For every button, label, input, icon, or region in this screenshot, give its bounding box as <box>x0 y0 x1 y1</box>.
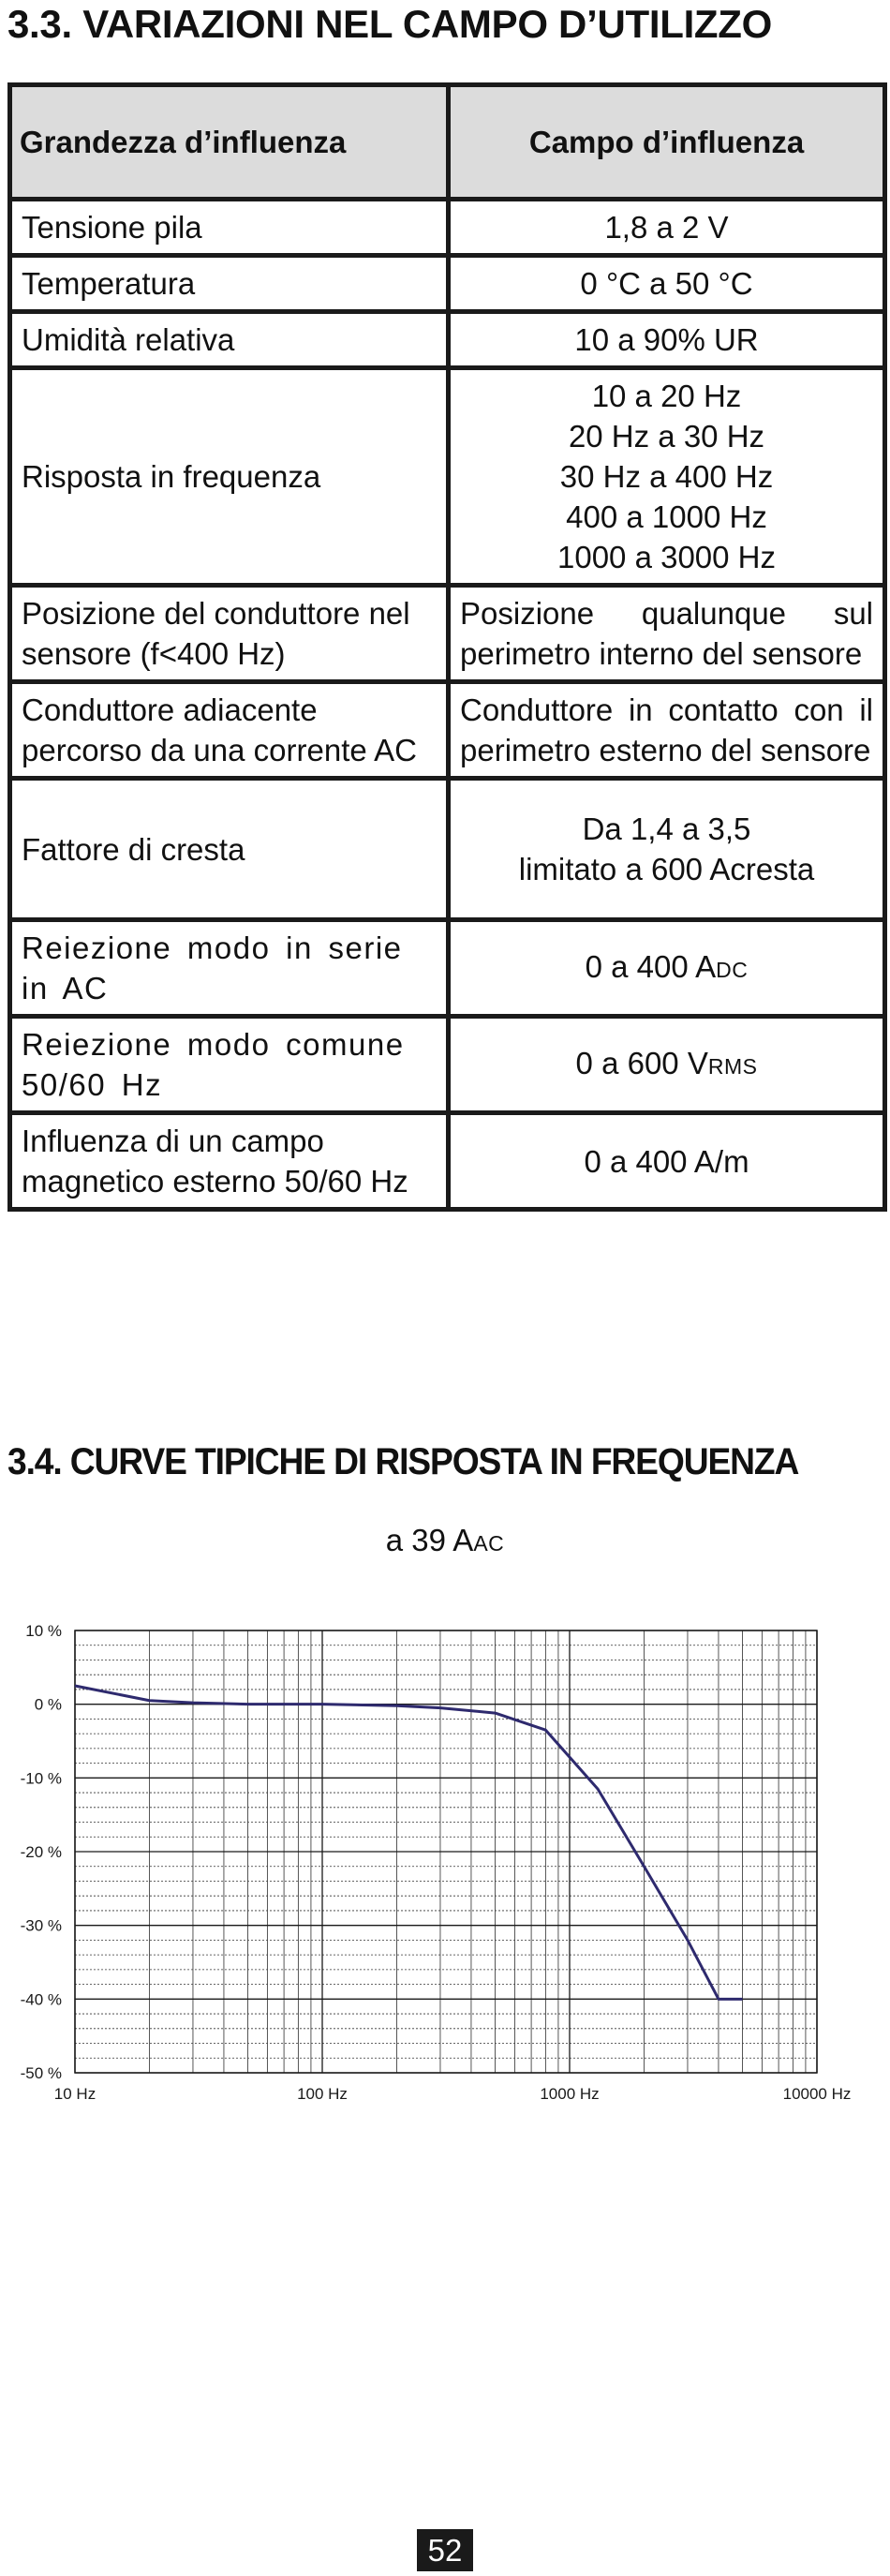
range-cell: 0 °C a 50 °C <box>449 256 885 312</box>
header-influence-quantity: Grandezza d’influenza <box>10 85 449 200</box>
range-cell: 1,8 a 2 V <box>449 200 885 256</box>
param-cell: Posizione del conduttore nel sensore (f<400 Hz) <box>10 586 449 682</box>
param-cell: Temperatura <box>10 256 449 312</box>
range-cell: 0 a 400 A/m <box>449 1113 885 1210</box>
influence-table <box>7 82 887 1212</box>
table-row <box>10 682 885 779</box>
chart-major-grid <box>75 1630 817 2073</box>
y-tick-label: -50 % <box>20 2064 62 2082</box>
range-cell <box>449 1017 885 1113</box>
x-tick-label: 1000 Hz <box>540 2085 600 2103</box>
table-row <box>10 1113 885 1210</box>
header-influence-range: Campo d’influenza <box>449 85 885 200</box>
param-cell: Umidità relativa <box>10 312 449 368</box>
chart-subtitle <box>0 1523 890 1558</box>
y-tick-label: 0 % <box>34 1695 62 1714</box>
range-cell: 10 a 20 Hz 20 Hz a 30 Hz 30 Hz a 400 Hz 400 a 1000 Hz 1000 a 3000 Hz <box>449 368 885 586</box>
x-tick-label: 10 Hz <box>53 2085 96 2103</box>
y-tick-label: -20 % <box>20 1843 62 1861</box>
chart-x-axis <box>54 2085 852 2103</box>
response-curve <box>75 1686 743 1999</box>
range-cell <box>449 920 885 1017</box>
table-row <box>10 312 885 368</box>
param-cell: Tensione pila <box>10 200 449 256</box>
chart-series-layer <box>75 1686 743 1999</box>
table-row <box>10 1017 885 1113</box>
range-cell: Posizione qualunque sul perimetro interno del sensore <box>449 586 885 682</box>
range-main: 0 a 600 V <box>575 1045 708 1080</box>
page-number: 52 <box>417 2529 473 2571</box>
range-unit: DC <box>716 957 749 982</box>
param-cell: Risposta in frequenza <box>10 368 449 586</box>
subtitle-unit: AC <box>473 1531 505 1556</box>
table-row <box>10 200 885 256</box>
range-main: 0 a 400 A <box>585 948 717 984</box>
table-row <box>10 586 885 682</box>
range-cell: 10 a 90% UR <box>449 312 885 368</box>
param-cell: Reiezione modo in serie in AC <box>10 920 449 1017</box>
table-row <box>10 920 885 1017</box>
table-header-row <box>10 85 885 200</box>
range-cell: Da 1,4 a 3,5 limitato a 600 Acresta <box>449 779 885 920</box>
y-tick-label: 10 % <box>25 1622 62 1640</box>
subtitle-main: a 39 A <box>385 1523 474 1557</box>
y-tick-label: -40 % <box>20 1990 62 2009</box>
x-tick-label: 10000 Hz <box>782 2085 852 2103</box>
section-title-3-4: 3.4. CURVE TIPICHE DI RISPOSTA IN FREQUENZA <box>7 1441 799 1482</box>
table-row <box>10 368 885 586</box>
param-cell: Conduttore adiacente percorso da una corrente AC <box>10 682 449 779</box>
range-cell: Conduttore in contatto con il perimetro esterno del sensore <box>449 682 885 779</box>
section-title-3-3: 3.3. VARIAZIONI NEL CAMPO D’UTILIZZO <box>7 2 773 46</box>
y-tick-label: -30 % <box>20 1916 62 1935</box>
table-row <box>10 779 885 920</box>
range-unit: RMS <box>707 1053 758 1079</box>
table-row <box>10 256 885 312</box>
param-cell: Influenza di un campo magnetico esterno 50/60 Hz <box>10 1113 449 1210</box>
param-cell: Fattore di cresta <box>10 779 449 920</box>
y-tick-label: -10 % <box>20 1769 62 1788</box>
frequency-response-chart <box>0 1593 890 2118</box>
param-cell: Reiezione modo comune 50/60 Hz <box>10 1017 449 1113</box>
chart-y-axis <box>21 1622 62 2082</box>
x-tick-label: 100 Hz <box>297 2085 348 2103</box>
